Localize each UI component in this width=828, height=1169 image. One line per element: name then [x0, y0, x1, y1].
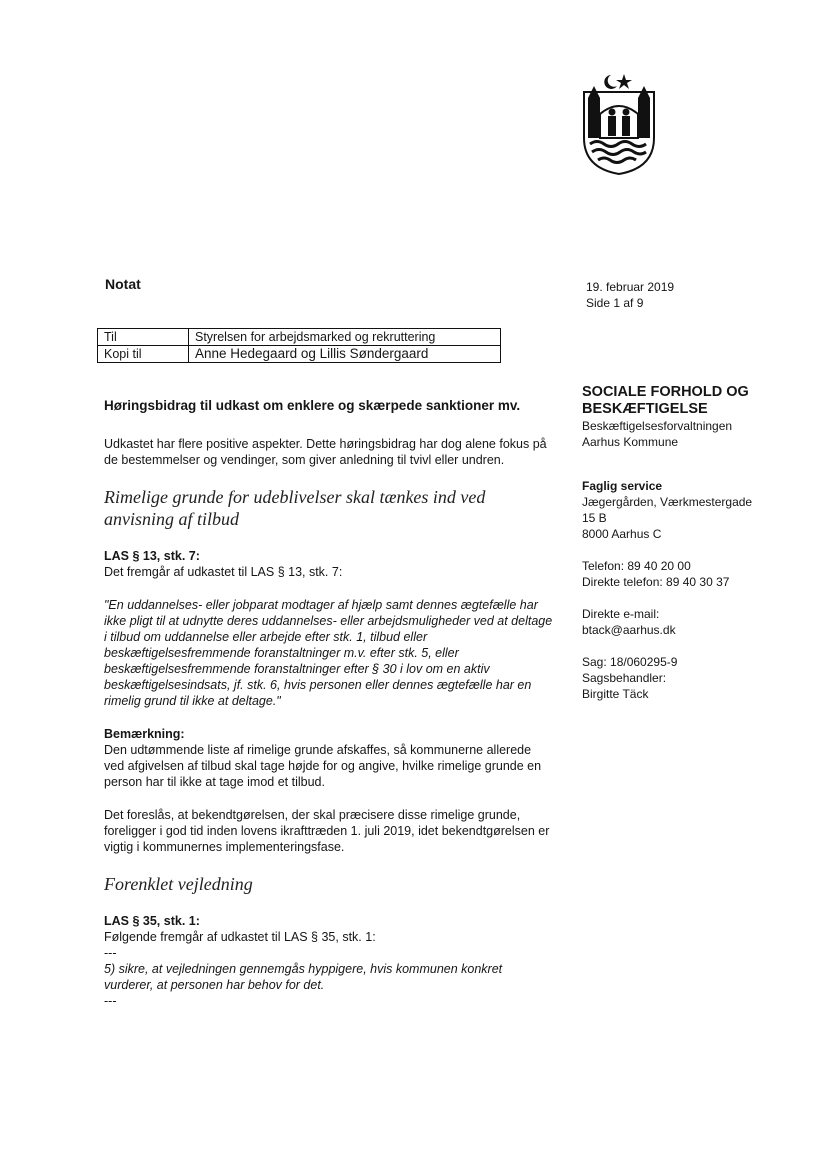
intro-paragraph: Udkastet har flere positive aspekter. Dette høringsbidrag har dog alene fokus på de bestemmelser og vendinger, som giver anledning til tvivl eller undren. — [104, 437, 547, 467]
address-line: 15 B — [582, 511, 607, 525]
address-line: 8000 Aarhus C — [582, 527, 662, 541]
email-address[interactable]: btack@aarhus.dk — [582, 623, 676, 637]
date-block — [586, 279, 674, 311]
recipient-table — [97, 328, 501, 363]
document-date: 19. februar 2019 — [586, 280, 675, 294]
aarhus-coat-of-arms-logo — [580, 72, 658, 176]
section-title: Forenklet vejledning — [104, 874, 253, 894]
recipient-value: Styrelsen for arbejdsmarked og rekruttering — [189, 329, 501, 346]
main-content — [104, 398, 554, 1009]
case-number: Sag: 18/060295-9 — [582, 655, 678, 669]
department-sub: Beskæftigelsesforvaltningen — [582, 419, 733, 433]
document-heading: Høringsbidrag til udkast om enklere og skærpede sanktioner mv. — [104, 398, 521, 413]
sender-sidebar — [582, 384, 792, 702]
department-title: SOCIALE FORHOLD OG — [582, 384, 749, 400]
dash-separator: --- — [104, 946, 117, 960]
remark-paragraph: Den udtømmende liste af rimelige grunde afskaffes, så kommunerne allerede ved afgivelsen af tilbud skal tage højde for og angive, hvilke rimelige grunde en person har til ikke at tage imod et tilbud. — [104, 743, 542, 789]
recipient-label: Kopi til — [98, 346, 189, 363]
law-quote: "En uddannelses- eller jobparat modtager af hjælp samt dennes ægtefælle har ikke pligt til at udnytte deres uddannelses- eller arbejdsmuligheder ved at deltage i tilbud om uddannelse eller arbejde efter stk. 1, tilbud eller beskæftigelsesfremmende foranstaltninger m.v. efter stk. 5, eller beskæftigelsesfremmende foranstaltninger efter § 30 i lov om en aktiv beskæftigelsesindsats, jf. stk. 6, hvis personen eller dennes ægtefælle har en rimelig grund til ikke at deltage." — [104, 598, 553, 708]
section-lead: Følgende fremgår af udkastet til LAS § 35, stk. 1: — [104, 930, 376, 944]
department-title: BESKÆFTIGELSE — [582, 401, 708, 417]
proposal-paragraph: Det foreslås, at bekendtgørelsen, der skal præcisere disse rimelige grunde, foreligger i god tid inden lovens ikrafttræden 1. juli 2019, idet bekendtgørelsen er vigtig i kommunernes implementeringsfase. — [104, 808, 550, 854]
email-label: Direkte e-mail: — [582, 607, 660, 621]
law-quote: 5) sikre, at vejledningen gennemgås hyppigere, hvis kommunen konkret vurderer, at personen har behov for det. — [104, 962, 503, 992]
document-type-title: Notat — [105, 276, 141, 292]
remark-heading: Bemærkning: — [104, 727, 185, 741]
phone: Telefon: 89 40 20 00 — [582, 559, 691, 573]
section-subhead: LAS § 35, stk. 1: — [104, 914, 200, 928]
recipient-label: Til — [98, 329, 189, 346]
section-title: Rimelige grunde for udeblivelser skal tænkes ind ved anvisning af tilbud — [104, 487, 486, 529]
dash-separator: --- — [104, 994, 117, 1008]
recipient-row-copy — [98, 346, 501, 363]
recipient-row-to — [98, 329, 501, 346]
case-handler-label: Sagsbehandler: — [582, 671, 667, 685]
address-line: Jægergården, Værkmestergade — [582, 495, 753, 509]
department-sub: Aarhus Kommune — [582, 435, 679, 449]
recipient-value: Anne Hedegaard og Lillis Søndergaard — [189, 346, 501, 363]
page-indicator: Side 1 af 9 — [586, 296, 644, 310]
case-handler-name: Birgitte Täck — [582, 687, 649, 701]
direct-phone: Direkte telefon: 89 40 30 37 — [582, 575, 730, 589]
unit-name: Faglig service — [582, 479, 663, 493]
section-subhead: LAS § 13, stk. 7: — [104, 549, 200, 563]
section-lead: Det fremgår af udkastet til LAS § 13, stk. 7: — [104, 565, 343, 579]
